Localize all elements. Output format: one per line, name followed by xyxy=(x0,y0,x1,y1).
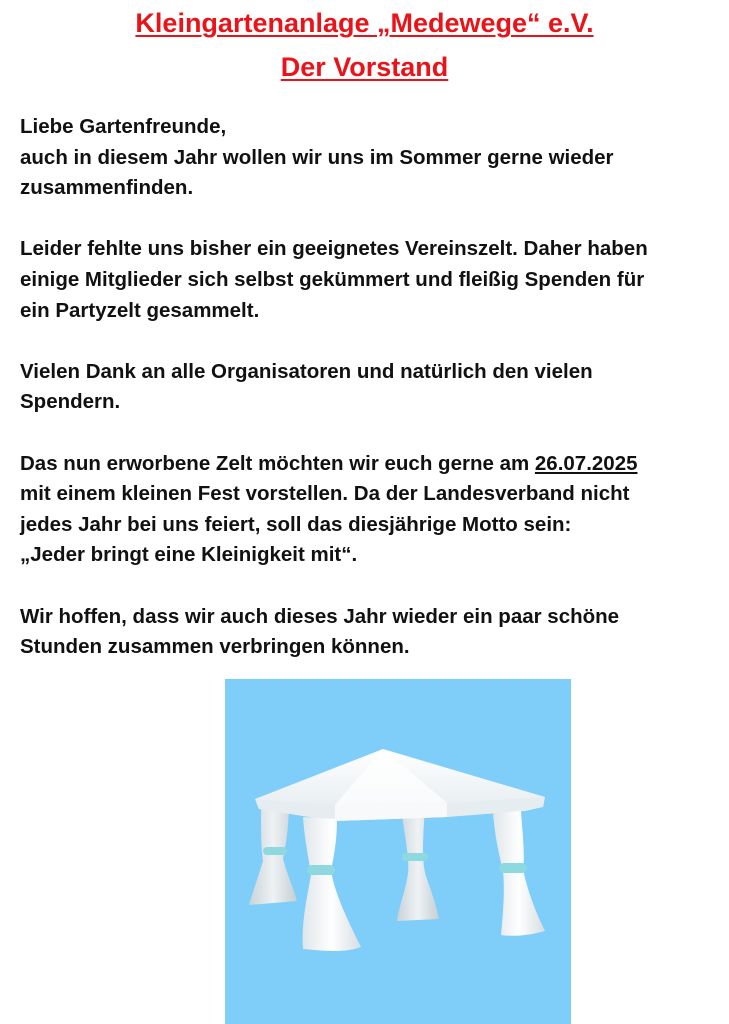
paragraph-event xyxy=(20,449,720,571)
text-line xyxy=(20,449,720,480)
text-line: mit einem kleinen Fest vorstellen. Da der Landesverband nicht xyxy=(20,482,630,506)
text-line: auch in diesem Jahr wollen wir uns im Sommer gerne wieder xyxy=(20,145,614,169)
text-line: Spendern. xyxy=(20,390,121,414)
text-line: Leider fehlte uns bisher ein geeignetes Vereinszelt. Daher haben xyxy=(20,237,648,261)
greeting-line: Liebe Gartenfreunde, xyxy=(20,115,227,138)
letter-body xyxy=(20,112,720,693)
text-line: Vielen Dank an alle Organisatoren und natürlich den vielen xyxy=(20,359,593,383)
paragraph-closing xyxy=(20,602,720,663)
text-line: jedes Jahr bei uns feiert, soll das diesjährige Motto sein: xyxy=(20,512,572,536)
text-line: Wir hoffen, dass wir auch dieses Jahr wieder ein paar schöne xyxy=(20,604,620,628)
text-line: ein Partyzelt gesammelt. xyxy=(20,298,260,322)
paragraph-thanks xyxy=(20,357,720,418)
page-title: Kleingartenanlage „Medewege“ e.V. xyxy=(135,8,594,38)
paragraph-tent-donations xyxy=(20,234,720,326)
text-line: zusammenfinden. xyxy=(20,176,194,200)
text-line: einige Mitglieder sich selbst gekümmert und fleißig Spenden für xyxy=(20,267,645,291)
paragraph-greeting xyxy=(20,112,720,204)
tent-illustration xyxy=(225,679,571,1024)
page-subtitle: Der Vorstand xyxy=(280,52,449,82)
tent-icon xyxy=(225,679,571,1024)
motto-line: „Jeder bringt eine Kleinigkeit mit“. xyxy=(20,543,358,567)
text-line: Stunden zusammen verbringen können. xyxy=(20,635,410,659)
text-segment: Das nun erworbene Zelt möchten wir euch gerne am xyxy=(20,451,535,475)
event-date: 26.07.2025 xyxy=(534,451,638,475)
